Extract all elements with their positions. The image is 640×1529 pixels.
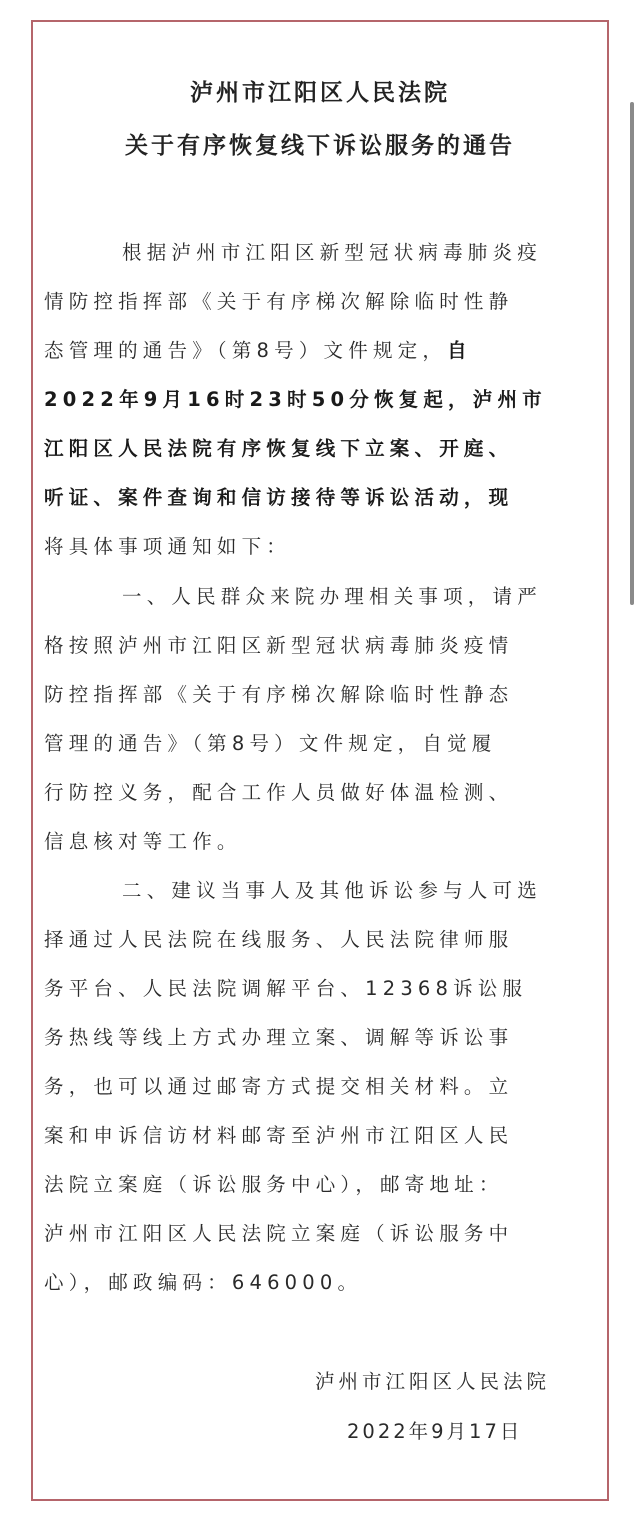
- paragraph-line-text: 态管理的通告》（第8号）文件规定，: [44, 339, 448, 362]
- paragraph-intro: [44, 228, 547, 571]
- paragraph-line-bold-text: 自: [447, 339, 472, 362]
- paragraph-line: 法院立案庭（诉讼服务中心），邮寄地址：: [44, 1173, 504, 1196]
- paragraph-line: 格按照泸州市江阳区新型冠状病毒肺炎疫情: [44, 634, 514, 657]
- paragraph-line: 行防控义务，配合工作人员做好体温检测、: [44, 781, 514, 804]
- signature-organization: 泸州市江阳区人民法院: [315, 1370, 551, 1393]
- vertical-scrollbar[interactable]: [630, 102, 634, 605]
- signature-date: 2022年9月17日: [347, 1420, 523, 1443]
- paragraph-line: [44, 326, 532, 375]
- paragraph-line-bold-text: 泸州市: [472, 388, 547, 411]
- paragraph-item-two: [44, 866, 542, 1307]
- paragraph-line: 将具体事项通知如下：: [44, 535, 292, 558]
- paragraph-line: 务热线等线上方式办理立案、调解等诉讼事: [44, 1026, 514, 1049]
- paragraph-line: 务，也可以通过邮寄方式提交相关材料。立: [44, 1075, 514, 1098]
- paragraph-line: 务平台、人民法院调解平台、12368诉讼服: [44, 977, 528, 1000]
- paragraph-line: 情防控指挥部《关于有序梯次解除临时性静: [44, 290, 514, 313]
- paragraph-line: 江阳区人民法院有序恢复线下立案、开庭、: [44, 437, 514, 460]
- paragraph-line: 案和申诉信访材料邮寄至泸州市江阳区人民: [44, 1124, 514, 1147]
- paragraph-line: 听证、案件查询和信访接待等诉讼活动，现: [44, 486, 514, 509]
- paragraph-line: 心），邮政编码：646000。: [44, 1271, 363, 1294]
- paragraph-item-one: [44, 572, 542, 866]
- paragraph-line: 管理的通告》（第8号）文件规定，自觉履: [44, 732, 497, 755]
- paragraph-line-bold-text: 2022年9月16时23时50分恢复起，: [44, 388, 473, 411]
- paragraph-line: 泸州市江阳区人民法院立案庭（诉讼服务中: [44, 1222, 514, 1245]
- paragraph-line: 根据泸州市江阳区新型冠状病毒肺炎疫: [122, 241, 542, 264]
- paragraph-line: 信息核对等工作。: [44, 830, 242, 853]
- notice-title-subject: 关于有序恢复线下诉讼服务的通告: [125, 133, 515, 159]
- paragraph-line: 防控指挥部《关于有序梯次解除临时性静态: [44, 683, 514, 706]
- paragraph-line: 二、建议当事人及其他诉讼参与人可选: [122, 879, 542, 902]
- paragraph-line: 一、人民群众来院办理相关事项，请严: [122, 585, 542, 608]
- paragraph-line: [44, 375, 547, 424]
- paragraph-line: 择通过人民法院在线服务、人民法院律师服: [44, 928, 514, 951]
- notice-title-court: 泸州市江阳区人民法院: [190, 80, 450, 106]
